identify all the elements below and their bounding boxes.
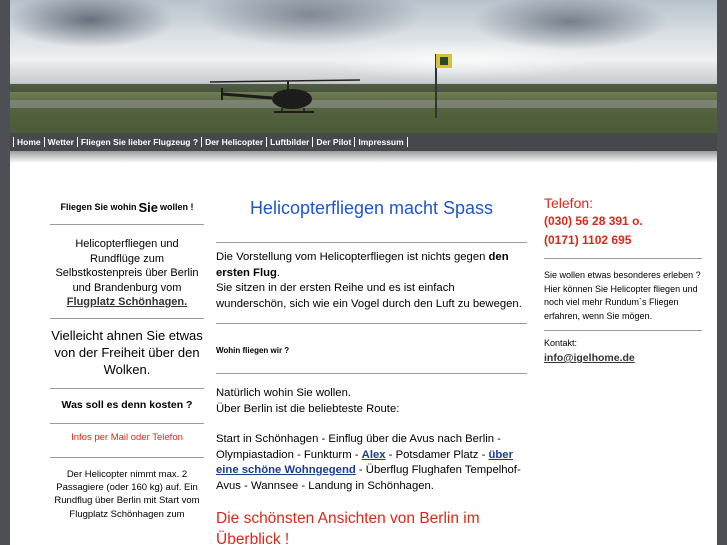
right-description: Sie wollen etwas besonderes erleben ? Hier können Sie Helicopter fliegen und noch viel mehr Rundum`s Fliegen erfahren, wenn Sie mögen.	[544, 270, 701, 321]
route-text-post: - Überflug Flughafen Tempelhof-Avus - Wannsee - Landung in Schönhagen.	[216, 464, 521, 492]
nav-divider	[407, 137, 408, 147]
left-detail-text: Der Helicopter nimmt max. 2 Passagiere (oder 160 kg) auf. Ein Rundflug über Berlin mit Start vom Flugplatz Schönhagen zum	[54, 468, 200, 520]
route-intro-2: Über Berlin ist die beliebteste Route:	[216, 402, 400, 415]
divider	[216, 242, 527, 243]
helicopter-icon	[210, 76, 360, 116]
frame-right	[717, 0, 727, 545]
intro-text-bold: den ersten Flug	[216, 251, 509, 279]
nav-item-pilot[interactable]: Der Pilot	[312, 137, 354, 147]
route-text-pre: Start in Schönhagen - Einflug über die Avus nach Berlin - Olympiastadion - Funkturm -	[216, 433, 501, 461]
page-title: Helicopterfliegen macht Spass	[249, 198, 494, 218]
intro-text-pre: Die Vorstellung vom Helicopterfliegen ist nichts gegen	[216, 251, 486, 263]
intro-text-post: .	[276, 266, 281, 279]
phone-number-2: (0171) 1102 695	[544, 233, 632, 247]
contact-label: Kontakt:	[544, 338, 578, 348]
header-photo	[10, 0, 717, 133]
left-heading-big: Sie	[138, 199, 159, 215]
left-intro	[50, 225, 204, 318]
email-link[interactable]: info@igelhome.de	[544, 352, 635, 364]
nav-item-wetter[interactable]: Wetter	[44, 137, 77, 147]
flugplatz-link[interactable]: Flugplatz Schönhagen.	[66, 296, 188, 308]
intro-text-2: Sie sitzen in der ersten Reihe und es ist einfach wunderschön, sich wie ein Vogel durch den Luft zu bewegen.	[216, 282, 522, 310]
left-sidebar	[50, 190, 204, 521]
main-content	[216, 190, 527, 545]
cost-heading: Was soll es denn kosten ?	[61, 398, 193, 411]
left-heading-pre: Fliegen Sie wohin	[60, 202, 137, 212]
frame-left	[0, 0, 10, 545]
main-nav	[10, 133, 717, 151]
divider	[544, 330, 702, 331]
divider	[216, 373, 527, 374]
route-intro	[216, 386, 527, 417]
nav-item-flugzeug[interactable]: Fliegen Sie lieber Flugzeug ?	[77, 137, 201, 147]
where-heading: Wohin fliegen wir ?	[216, 346, 290, 355]
nav-item-luftbilder[interactable]: Luftbilder	[266, 137, 312, 147]
header-airfield	[10, 100, 717, 108]
intro-paragraph	[216, 250, 527, 312]
phone-number-1: (030) 56 28 391 o.	[544, 214, 643, 228]
berlin-views-heading: Die schönsten Ansichten von Berlin im Überblick !	[216, 510, 480, 545]
header-sky	[10, 0, 717, 85]
alex-link[interactable]: Alex	[361, 448, 386, 461]
infos-text: Infos per Mail oder Telefon	[71, 431, 183, 443]
phone-label: Telefon:	[544, 195, 594, 211]
header-treeline	[10, 84, 717, 92]
route-text-mid: - Potsdamer Platz -	[388, 448, 486, 461]
left-heading	[50, 190, 204, 224]
wohngegend-link[interactable]: über eine schöne Wohngegend	[216, 448, 513, 476]
nav-shadow	[10, 151, 717, 163]
flag-icon	[432, 48, 454, 118]
left-freedom-text: Vielleicht ahnen Sie etwas von der Freiheit über den Wolken.	[51, 327, 203, 377]
route-intro-1: Natürlich wohin Sie wollen.	[216, 387, 352, 399]
divider	[216, 323, 527, 324]
left-intro-text: Helicopterfliegen und Rundflüge zum Selbstkostenpreis über Berlin und Brandenburg vom	[55, 238, 199, 294]
route-description	[216, 432, 527, 494]
left-heading-post: wollen !	[160, 202, 194, 212]
divider	[544, 258, 702, 259]
right-sidebar	[544, 194, 702, 366]
nav-item-helicopter[interactable]: Der Helicopter	[201, 137, 266, 147]
nav-item-home[interactable]: Home	[13, 137, 44, 147]
nav-item-impressum[interactable]: Impressum	[354, 137, 406, 147]
